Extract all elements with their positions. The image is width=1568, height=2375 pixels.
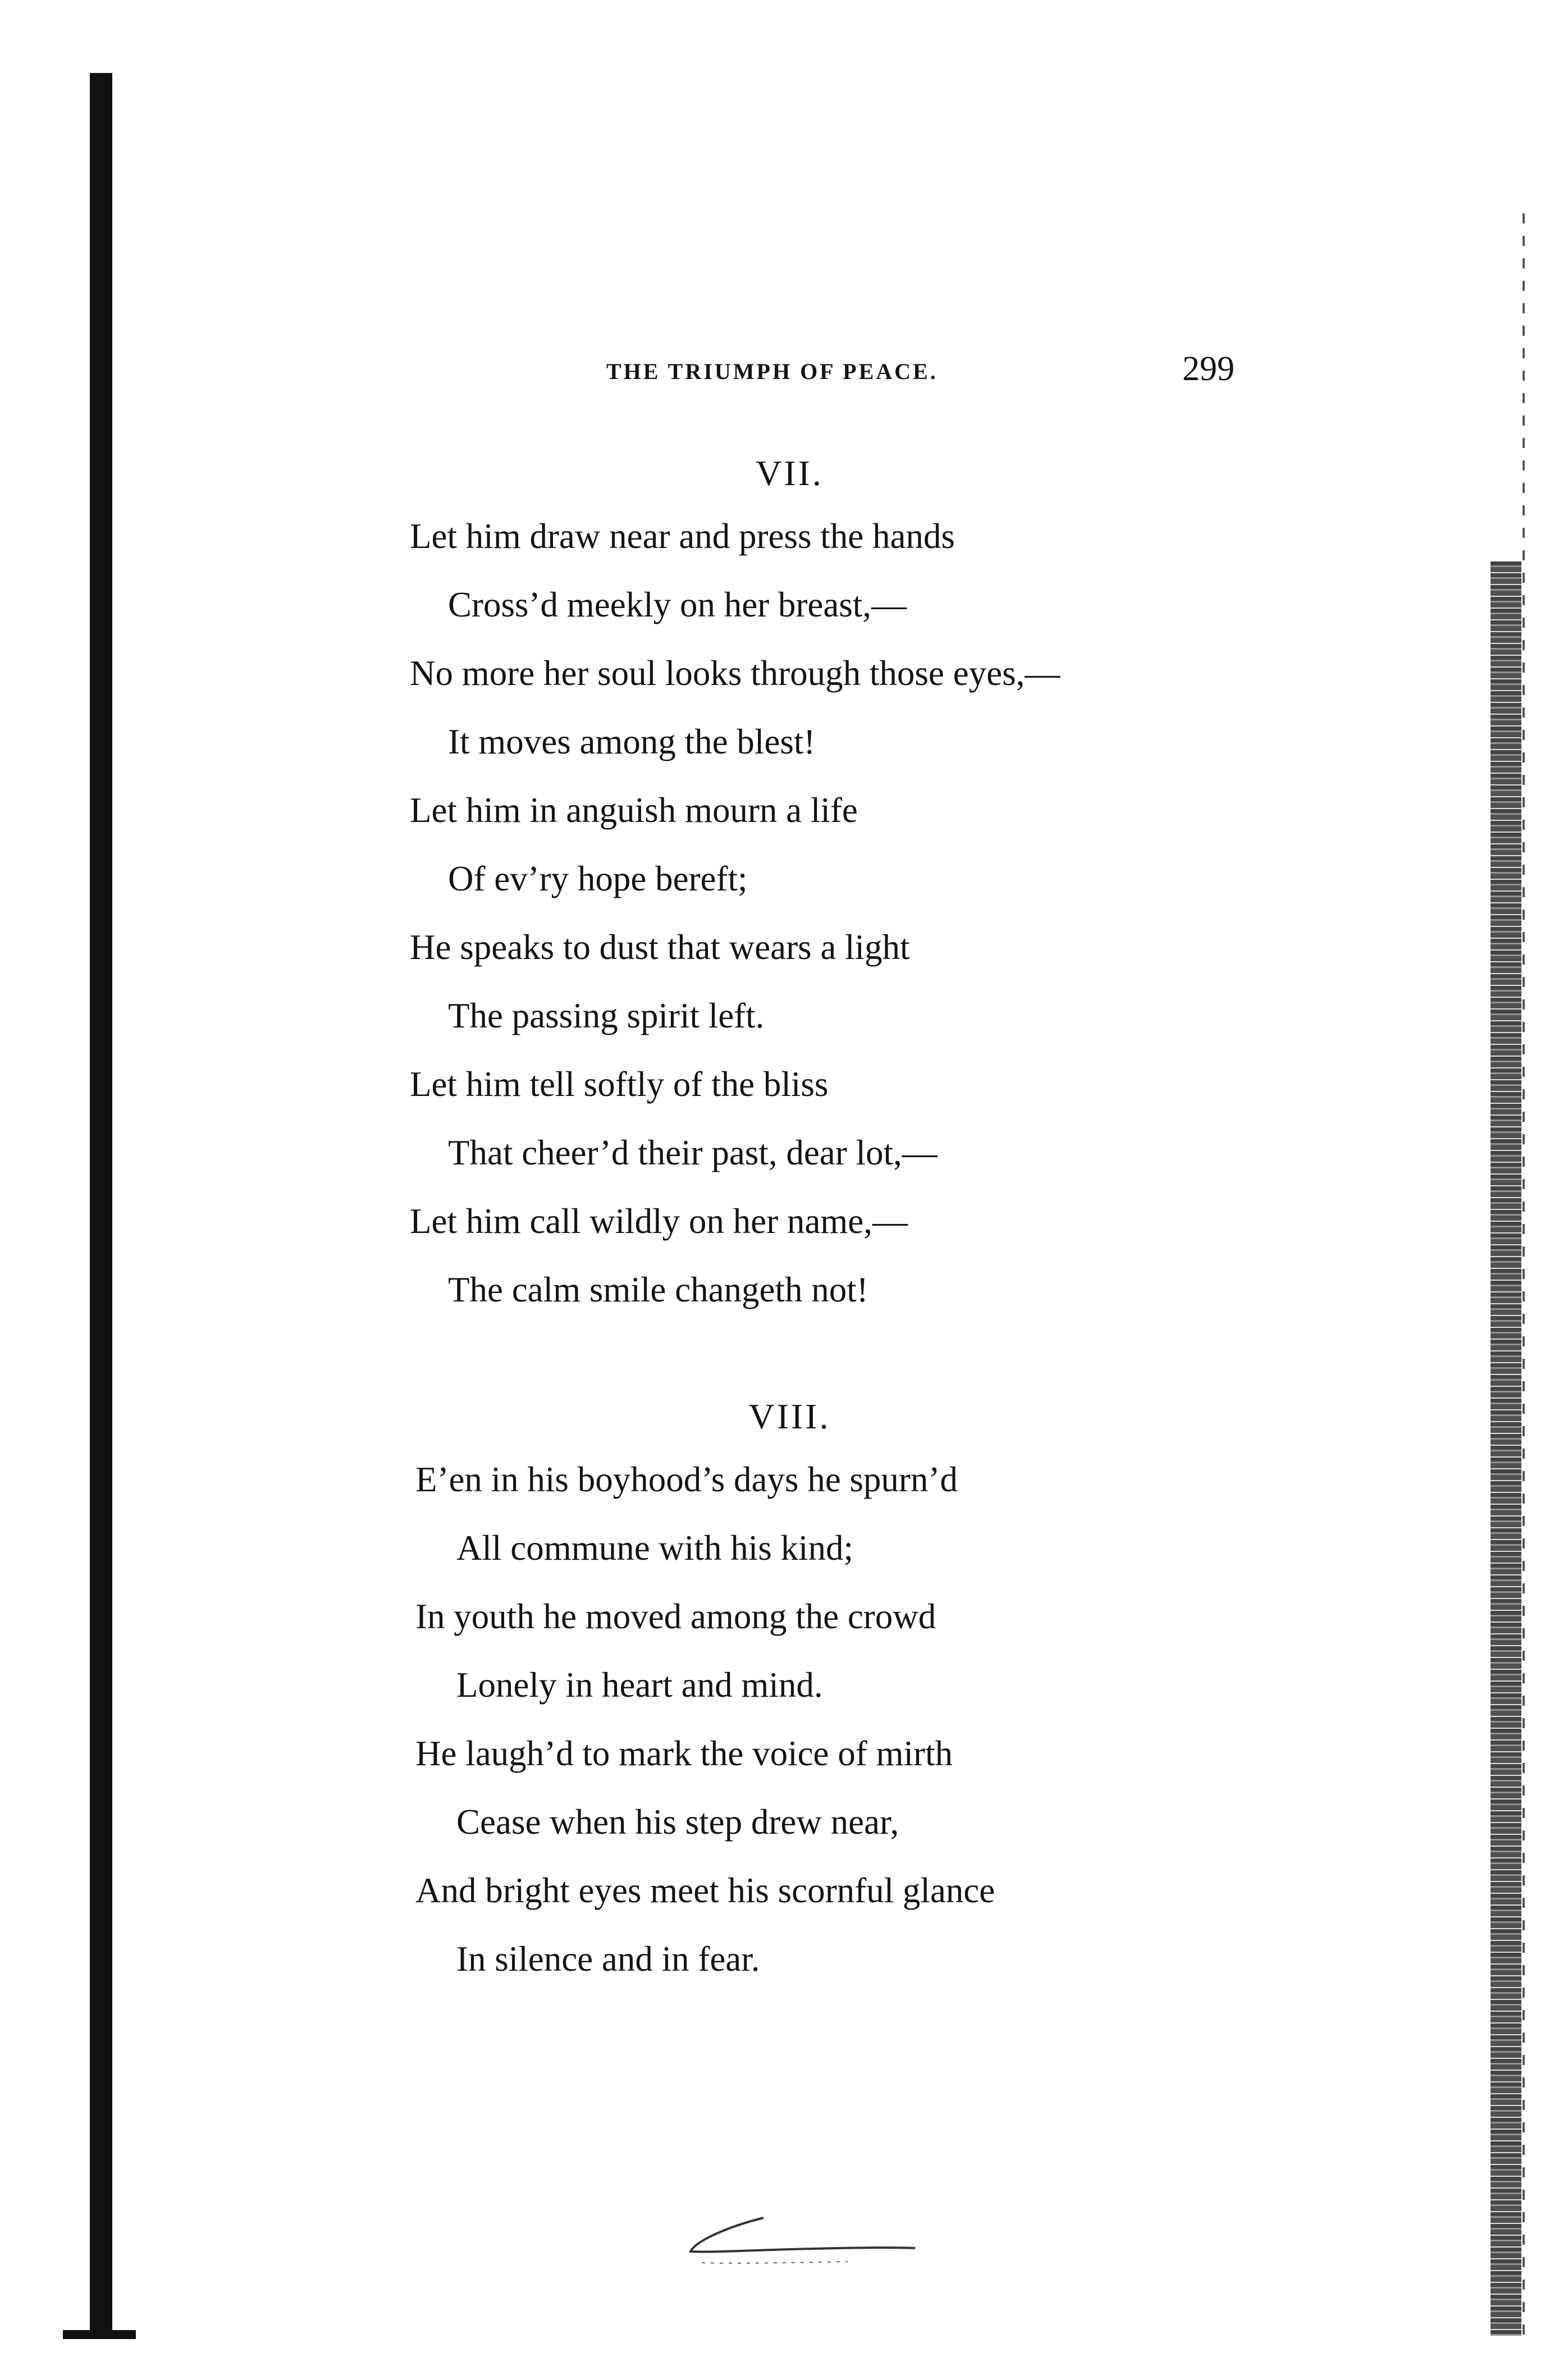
verse-line: That cheer’d their past, dear lot,—: [448, 1133, 938, 1172]
binding-foot: [63, 2330, 136, 2339]
binding-rule: [90, 73, 112, 2336]
verse-line: Let him in anguish mourn a life: [410, 791, 858, 830]
page-number: 299: [1182, 350, 1235, 388]
running-head: THE TRIUMPH OF PEACE.: [606, 359, 938, 384]
stanza-heading-viii: VIII.: [748, 1396, 831, 1436]
verse-line: All commune with his kind;: [456, 1528, 853, 1568]
verse-line: In youth he moved among the crowd: [415, 1597, 936, 1636]
verse-line: Cease when his step drew near,: [456, 1802, 899, 1842]
verse-line: Of ev’ry hope bereft;: [448, 859, 748, 898]
scan-edge-shadow: [1491, 561, 1521, 2336]
verse-line: E’en in his boyhood’s days he spurn’d: [415, 1460, 958, 1499]
verse-line: Let him draw near and press the hands: [410, 517, 955, 556]
verse-line: Cross’d meekly on her breast,—: [448, 585, 907, 624]
scan-edge-line: [1523, 213, 1525, 2347]
verse-line: It moves among the blest!: [448, 722, 816, 761]
verse-line: Lonely in heart and mind.: [456, 1665, 823, 1705]
verse-line: Let him tell softly of the bliss: [410, 1065, 829, 1104]
verse-line: The calm smile changeth not!: [448, 1270, 868, 1309]
verse-line: In silence and in fear.: [456, 1939, 760, 1979]
verse-line: Let him call wildly on her name,—: [410, 1202, 908, 1241]
pen-flourish: [679, 2207, 926, 2268]
page-header: [0, 347, 1568, 392]
verse-line: He speaks to dust that wears a light: [410, 928, 910, 967]
verse-line: No more her soul looks through those eyes,—: [410, 654, 1060, 693]
verse-line: And bright eyes meet his scornful glance: [415, 1871, 995, 1910]
verse-line: The passing spirit left.: [448, 996, 765, 1035]
verse-line: He laugh’d to mark the voice of mirth: [415, 1734, 953, 1773]
stanza-heading-vii: VII.: [756, 453, 824, 493]
